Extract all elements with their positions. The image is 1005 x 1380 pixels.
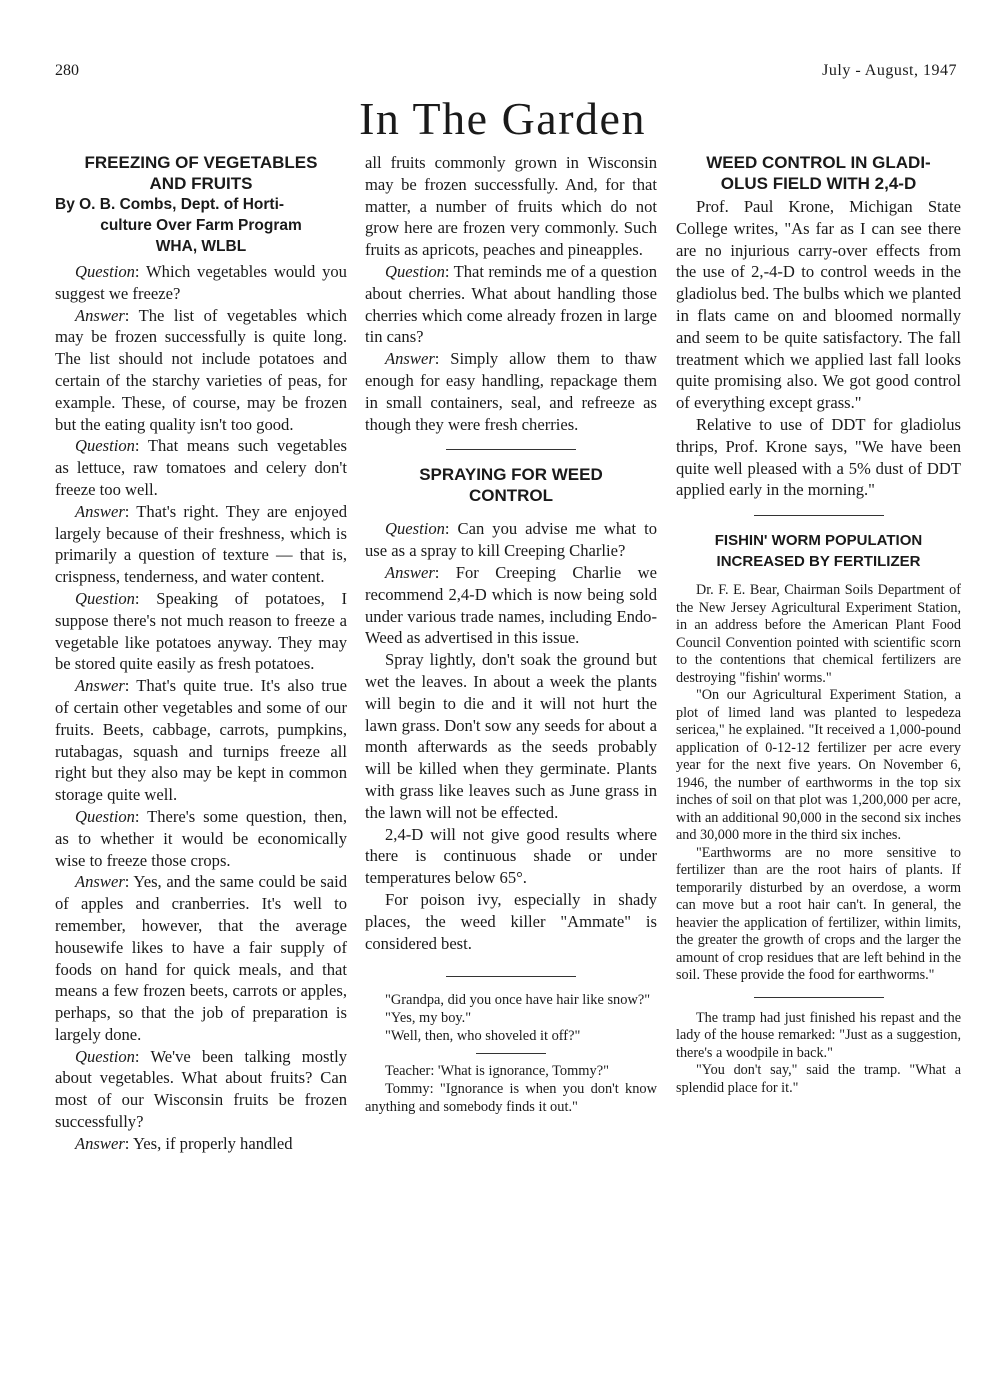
freezing-continuation: all fruits commonly grown in Wisconsin may be frozen successfully. And, for that matter, a number of fruits which do not grow here are frozen very commonly. Such fruits as apricots, peaches and pineapples. [365,153,657,260]
freezing-headline-2: AND FRUITS [149,174,253,193]
freezing-paragraph: Question: Which vegetables would you suggest we freeze? [55,262,347,303]
worms-headline-2: INCREASED BY FERTILIZER [716,553,921,571]
gladiolus-paragraph: Relative to use of DDT for gladiolus thrips, Prof. Krone says, "We have been quite well pleased with a 5% dust of DDT applied early in the morning." [676,414,961,500]
freezing-paragraph: Question: There's some question, then, as to whether it would be economically wise to freeze those crops. [55,806,347,870]
divider [446,976,576,977]
joke-line: "Well, then, who shoveled it off?" [385,1028,581,1045]
spraying-paragraph: Question: Can you advise me what to use as a spray to kill Creeping Charlie? [365,519,657,561]
freezing-body [55,261,347,1155]
tramp-joke [676,1010,961,1098]
byline-3: WHA, WLBL [155,238,247,255]
freezing-paragraph: Question: That means such vegetables as lettuce, raw tomatoes and celery don't freeze too well. [55,436,347,499]
tramp-paragraph: The tramp had just finished his repast and the lady of the house remarked: "Just as a suggestion, there's a woodpile in back." [676,1009,961,1061]
teacher-line: Teacher: 'What is ignorance, Tommy?" [385,1063,609,1080]
worms-paragraph: Dr. F. E. Bear, Chairman Soils Department of the New Jersey Agricultural Experiment Station, in an address before the American Plant Food Council Convention pointed with scientific scorn to the contentions that chemical fertilizers are destroying "fishin' worms." [676,582,961,686]
spraying-paragraph: For poison ivy, especially in shady places, the weed killer "Ammate" is considered best. [365,889,657,953]
gladiolus-headline-1: WEED CONTROL IN GLADI- [706,153,931,172]
column-2 [365,152,657,1116]
spraying-headline-1: SPRAYING FOR WEED [419,465,603,485]
spraying-headline-2: CONTROL [468,486,554,506]
freezing-paragraph: Question: That reminds me of a question about cherries. What about handling those cherries which come already frozen in large tin cans? [365,261,657,347]
issue-date: July - August, 1947 [822,62,957,79]
worms-headline-1: FISHIN' WORM POPULATION [714,532,923,550]
page-title: In The Garden [359,93,646,144]
freezing-paragraph: Answer: That's quite true. It's also true of certain other vegetables and some of our fruits. Beets, cabbage, carrots, pumpkins, rutabagas, squash and turnips freeze all right but they also may be kept in common storage quite well. [55,676,347,805]
freezing-paragraph: Question: We've been talking mostly about vegetables. What about fruits? Can most of our Wisconsin fruits be frozen successfully? [55,1046,347,1132]
column-3 [676,152,961,1097]
grandpa-joke [365,991,657,1116]
joke-line: "Grandpa, did you once have hair like snow?" [385,992,651,1009]
divider [754,515,884,516]
worms-paragraph: "Earthworms are no more sensitive to fertilizer than are the root hairs of plants. If temporarily disturbed by an overdose, a worm can move but a root hair can't. In general, the heavier the application of fertilizer, within limits, the greater the growth of crops and the larger the amount of crop residues that are left behind in the soil. These provide the food for earthworms." [676,844,961,984]
spraying-paragraph: Answer: For Creeping Charlie we recommend 2,4-D which is now being sold under various trade names, including Endo-Weed as advertised in this issue. [365,562,657,648]
gladiolus-headline-2: OLUS FIELD WITH 2,4-D [720,174,917,193]
freezing-paragraph: Answer: The list of vegetables which may be frozen successfully is quite long. The list should not include potatoes and certain of the starchy varieties of peas, for example. These, of course, may be frozen but the eating quality isn't too good. [55,305,347,434]
byline-1: By O. B. Combs, Dept. of Horti- [55,196,285,213]
column-1 [55,152,347,1155]
freezing-paragraph: Question: Speaking of potatoes, I suppose there's not much reason to freeze a vegetable like potatoes anyway. They may be stored quite easily as fresh potatoes. [55,588,347,674]
tramp-paragraph: "You don't say," said the tramp. "What a splendid place for it." [676,1062,961,1096]
spraying-paragraph: Spray lightly, don't soak the ground but wet the leaves. In about a week the plants will begin to die and it will not hurt the lawn grass. Don't sow any seeds for about a month afterwards as the seeds probably will be killed when they germinate. Plants with grass like leaves such as June grass in the lawn will not be effected. [365,650,657,822]
freezing-paragraph: Answer: That's right. They are enjoyed largely because of their freshness, which is primarily a question of texture — that is, crispness, tenderness, and water content. [55,501,347,587]
divider [476,1053,546,1054]
byline-2: culture Over Farm Program [100,217,302,234]
gladiolus-paragraph: Prof. Paul Krone, Michigan State College writes, "As far as I can see there are no injurious carry-over effects from the use of 2,-4-D to control weeds in the gladiolus bed. The bulbs which we planted in flats came on and bloomed normally and seem to be quite satisfactory. The fall treatment which we applied last fall looks quite promising also. We got good control of everything except grass." [676,197,961,413]
tommy-line: Tommy: "Ignorance is when you don't know anything and somebody finds it out." [365,1081,657,1116]
divider [754,997,884,998]
freezing-paragraph: Answer: Yes, and the same could be said of apples and cranberries. It's well to remember, however, that the average housewife likes to have a fair supply of foods on hand for quick meals, and that means a few frozen beets, carrots or apples, perhaps, so that the job of preparation is largely done. [55,872,347,1044]
freezing-paragraph: Answer: Yes, if properly handled [75,1133,293,1153]
divider [446,449,576,450]
joke-line: "Yes, my boy." [385,1010,472,1027]
worms-body [676,582,961,985]
freezing-paragraph: Answer: Simply allow them to thaw enough for easy handling, repackage them in small containers, seal, and refreeze as though they were fresh cherries. [365,349,657,434]
page-number: 280 [55,62,79,79]
spraying-paragraph: 2,4-D will not give good results where there is continuous shade or under temperatures below 65°. [365,824,657,888]
worms-paragraph: "On our Agricultural Experiment Station, a plot of limed land was planted to lespedeza sericea," he explained. "It received a 1,000-pound application of 0-12-12 fertilizer per acre every year for the next five years. On November 6, 1946, the number of earthworms in the top six inches of soil on that plot was 1,200,000 per acre, with an additional 90,000 in the second six inches and 30,000 more in the third six inches. [676,687,961,844]
freezing-headline-1: FREEZING OF VEGETABLES [84,153,318,172]
